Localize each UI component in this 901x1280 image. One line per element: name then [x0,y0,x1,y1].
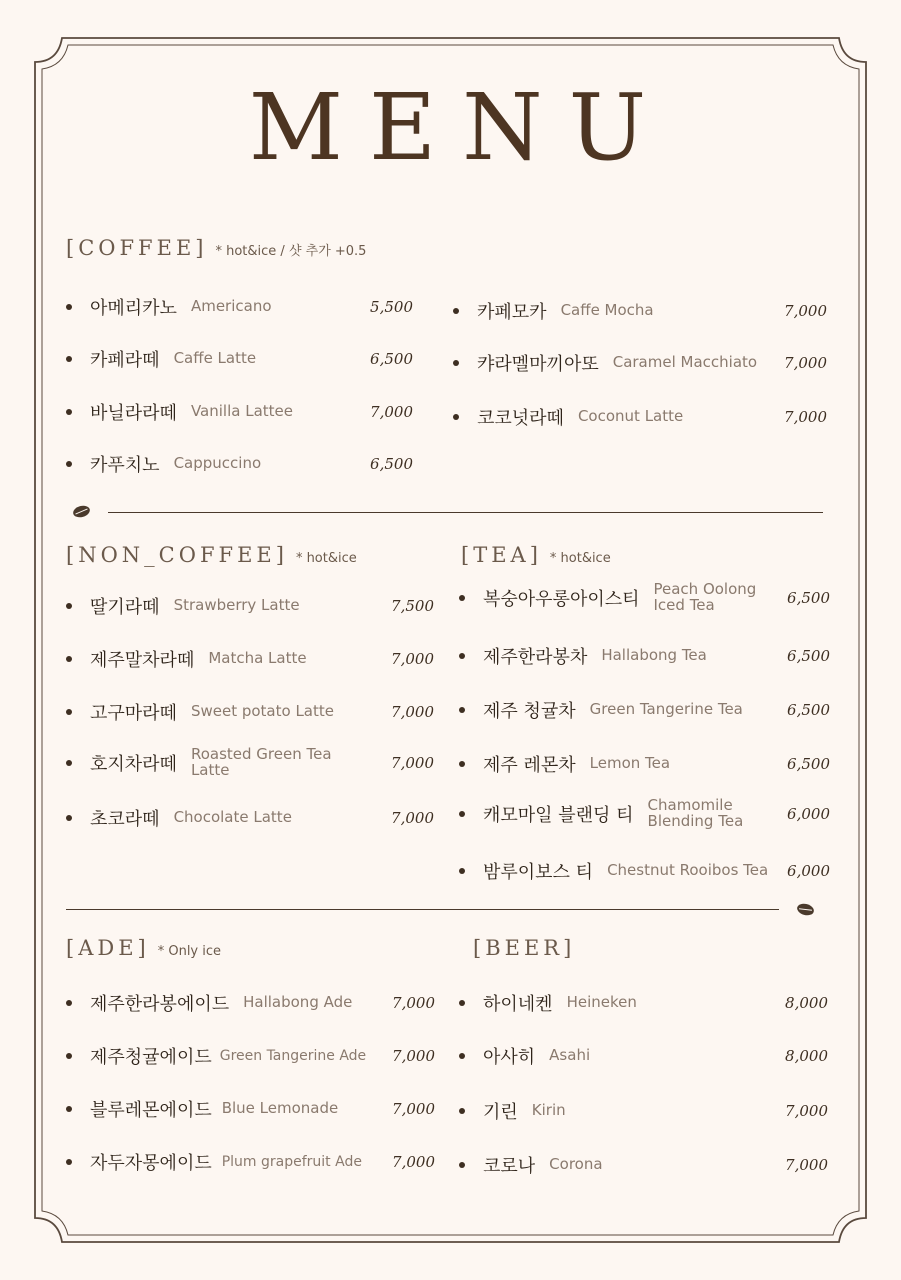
bullet-icon [66,461,72,467]
bullet-icon [66,1106,72,1112]
item-name-en: Coconut Latte [577,407,684,426]
item-name-en: Corona [549,1155,603,1174]
item-price: 7,000 [785,1102,828,1120]
bullet-icon [459,1000,465,1006]
menu-item [459,751,830,777]
bullet-icon [66,656,72,662]
menu-item [66,399,413,425]
item-price: 7,000 [391,703,434,721]
menu-item [66,646,434,672]
coffee-list-left [66,280,413,490]
menu-item [459,1152,828,1178]
menu-item [66,699,434,725]
item-price: 6,500 [787,701,830,719]
ade-list [66,990,435,1180]
menu-item [453,350,827,376]
bullet-icon [459,1162,465,1168]
item-price: 7,000 [785,1156,828,1174]
tea-list [459,580,830,883]
item-name-ko: 코코넛라떼 [477,408,564,429]
non-coffee-heading-label: [NON_COFFEE] [66,543,288,567]
item-price: 8,000 [785,1047,828,1065]
beer-heading [473,936,575,960]
item-price: 6,500 [787,589,830,607]
item-name-ko: 자두자몽에이드 [90,1153,212,1174]
item-price: 6,500 [370,350,413,368]
bullet-icon [66,760,72,766]
section-divider [66,909,779,910]
item-price: 7,000 [784,302,827,320]
item-name-ko: 캬라멜마끼아또 [477,354,599,375]
menu-item [66,294,413,320]
item-name-ko: 아메리카노 [90,298,177,319]
bullet-icon [459,761,465,767]
item-price: 7,000 [784,408,827,426]
item-price: 7,000 [392,994,435,1012]
item-name-en: Chocolate Latte [173,808,292,827]
item-name-ko: 기린 [483,1102,518,1123]
non-coffee-list [66,585,434,845]
item-name-ko: 블루레몬에이드 [90,1100,212,1121]
menu-item [66,745,434,781]
bullet-icon [459,811,465,817]
bullet-icon [453,308,459,314]
item-name-en: Roasted Green Tea Latte [190,745,332,779]
coffee-note: * hot&ice / 샷 추가 +0.5 [215,244,367,259]
menu-item [66,1043,435,1069]
item-price: 8,000 [785,994,828,1012]
item-price: 7,000 [370,403,413,421]
item-name-en: Americano [190,297,272,316]
tea-heading [461,543,611,567]
item-name-ko: 고구마라떼 [90,703,177,724]
item-price: 6,500 [370,455,413,473]
item-price: 7,000 [391,754,434,772]
item-price: 5,500 [370,298,413,316]
menu-item [459,1098,828,1124]
item-name-en: Strawberry Latte [173,596,300,615]
item-price: 7,000 [392,1047,435,1065]
bullet-icon [66,1159,72,1165]
item-name-en: Chestnut Rooibos Tea [607,861,769,880]
item-price: 6,500 [787,647,830,665]
item-name-ko: 제주말차라떼 [90,650,195,671]
bullet-icon [66,603,72,609]
item-name-en: Asahi [549,1046,591,1065]
bullet-icon [66,709,72,715]
bullet-icon [66,1053,72,1059]
menu-item [66,593,434,619]
item-name-ko: 제주 청귤차 [483,701,576,722]
menu-item [459,697,830,723]
bullet-icon [459,1053,465,1059]
item-name-en: Caramel Macchiato [612,353,758,372]
item-price: 6,000 [787,805,830,823]
item-price: 7,500 [391,597,434,615]
item-name-en: Caffe Latte [173,349,257,368]
bullet-icon [459,653,465,659]
menu-item [66,451,413,477]
bullet-icon [66,1000,72,1006]
menu-item [459,643,830,669]
item-name-ko: 제주 레몬차 [483,755,576,776]
item-name-en: Hallabong Tea [601,646,707,665]
ade-heading-label: [ADE] [66,936,150,960]
item-name-en: Hallabong Ade [243,993,353,1012]
item-name-ko: 초코라떼 [90,809,160,830]
item-name-ko: 카푸치노 [90,455,160,476]
item-name-en: Heineken [566,993,637,1012]
menu-item [66,990,435,1016]
menu-item [459,580,830,616]
menu-item [66,1096,435,1122]
item-price: 7,000 [784,354,827,372]
item-name-ko: 제주한라봉에이드 [90,994,230,1015]
menu-item [66,805,434,831]
bullet-icon [66,356,72,362]
item-price: 7,000 [391,809,434,827]
item-name-ko: 호지차라떼 [90,754,177,775]
bullet-icon [66,304,72,310]
beer-list [459,990,828,1180]
item-name-ko: 제주청귤에이드 [90,1047,212,1068]
menu-item [66,346,413,372]
item-name-ko: 카페라떼 [90,350,160,371]
menu-title: MENU [248,74,673,181]
item-price: 7,000 [391,650,434,668]
coffee-list-right [453,284,827,434]
ade-heading [66,936,221,960]
tea-heading-label: [TEA] [461,543,542,567]
item-name-ko: 아사히 [483,1047,536,1068]
item-price: 7,000 [392,1153,435,1171]
menu-item [459,796,830,832]
bullet-icon [459,595,465,601]
bullet-icon [453,360,459,366]
ade-note: * Only ice [157,944,222,959]
coffee-heading [66,236,366,260]
item-name-en: Vanilla Lattee [190,402,293,421]
item-name-en: Peach Oolong Iced Tea [653,580,757,614]
item-name-ko: 코로나 [483,1156,536,1177]
item-name-en: Sweet potato Latte [190,702,334,721]
item-price: 6,500 [787,755,830,773]
item-name-en: Caffe Mocha [560,301,654,320]
item-name-ko: 바닐라라떼 [90,403,177,424]
bullet-icon [459,868,465,874]
item-name-en: Cappuccino [173,454,262,473]
menu-item [459,990,828,1016]
item-price: 7,000 [392,1100,435,1118]
bullet-icon [66,815,72,821]
item-name-ko: 캐모마일 블랜딩 티 [483,805,634,826]
bullet-icon [459,1108,465,1114]
item-name-en: Matcha Latte [208,649,307,668]
item-name-ko: 딸기라떼 [90,597,160,618]
item-name-en: Lemon Tea [589,754,671,773]
item-name-en: Chamomile Blending Tea [647,796,744,830]
item-name-en: Green Tangerine Tea [589,700,743,719]
item-name-en: Green Tangerine Ade [219,1047,367,1064]
tea-note: * hot&ice [549,551,611,566]
bullet-icon [453,414,459,420]
non-coffee-note: * hot&ice [295,551,357,566]
item-name-ko: 카페모카 [477,302,547,323]
menu-item [66,1149,435,1175]
menu-item [453,404,827,430]
menu-item [459,858,830,884]
beer-heading-label: [BEER] [473,936,576,960]
coffee-heading-label: [COFFEE] [66,236,208,260]
item-price: 6,000 [787,862,830,880]
section-divider [108,512,823,513]
item-name-en: Kirin [531,1101,566,1120]
menu-item [459,1043,828,1069]
item-name-ko: 제주한라봉차 [483,647,588,668]
item-name-ko: 하이네켄 [483,994,553,1015]
non-coffee-heading [66,543,357,567]
bullet-icon [459,707,465,713]
bullet-icon [66,409,72,415]
menu-item [453,298,827,324]
item-name-ko: 밤루이보스 티 [483,862,594,883]
item-name-ko: 복숭아우롱아이스티 [483,589,640,610]
item-name-en: Blue Lemonade [221,1099,339,1118]
item-name-en: Plum grapefruit Ade [221,1153,362,1170]
